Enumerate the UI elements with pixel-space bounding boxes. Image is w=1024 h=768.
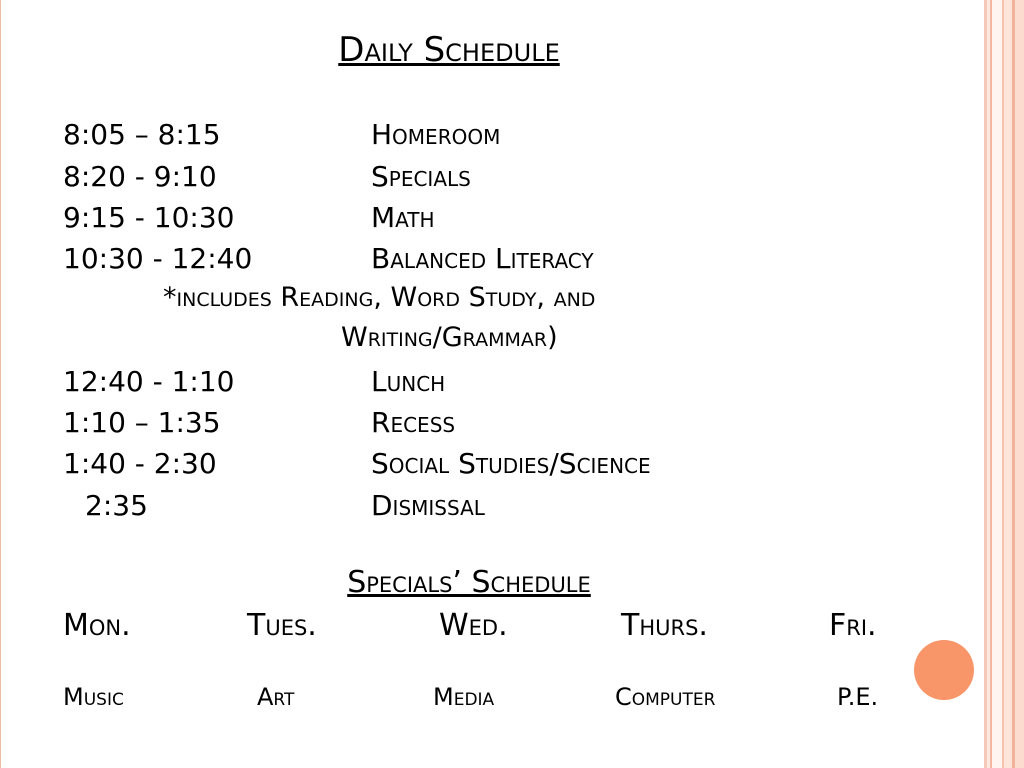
day-label: Fri.	[829, 608, 877, 643]
day-label: Thurs.	[621, 608, 708, 643]
schedule-time: 8:05 – 8:15	[63, 118, 221, 151]
schedule-activity: Homeroom	[371, 118, 501, 151]
special-subject: Computer	[615, 683, 716, 711]
schedule-time: 9:15 - 10:30	[63, 201, 235, 234]
literacy-note-line2: Writing/Grammar)	[341, 322, 558, 353]
schedule-time: 2:35	[85, 489, 148, 522]
special-subject: Music	[63, 683, 124, 711]
literacy-note-line1: *includes Reading, Word Study, and	[163, 282, 596, 313]
day-label: Mon.	[63, 608, 131, 643]
schedule-time: 8:20 - 9:10	[63, 160, 217, 193]
schedule-time: 1:40 - 2:30	[63, 447, 217, 480]
decorative-border-stripes	[984, 0, 1024, 768]
day-label: Tues.	[247, 608, 317, 643]
schedule-activity: Specials	[371, 160, 471, 193]
schedule-activity: Balanced Literacy	[371, 242, 594, 275]
page-title: Daily Schedule	[338, 30, 560, 70]
schedule-activity: Lunch	[371, 365, 446, 398]
day-label: Wed.	[439, 608, 508, 643]
specials-title: Specials’ Schedule	[347, 565, 591, 600]
schedule-activity: Recess	[371, 406, 456, 439]
schedule-time: 10:30 - 12:40	[63, 242, 253, 275]
schedule-time: 1:10 – 1:35	[63, 406, 221, 439]
schedule-activity: Math	[371, 201, 435, 234]
special-subject: Art	[257, 683, 295, 711]
schedule-activity: Social Studies/Science	[371, 447, 651, 480]
decorative-circle	[914, 640, 974, 700]
schedule-activity: Dismissal	[371, 489, 485, 522]
special-subject: Media	[433, 683, 495, 711]
schedule-time: 12:40 - 1:10	[63, 365, 235, 398]
special-subject: P.E.	[837, 683, 879, 711]
